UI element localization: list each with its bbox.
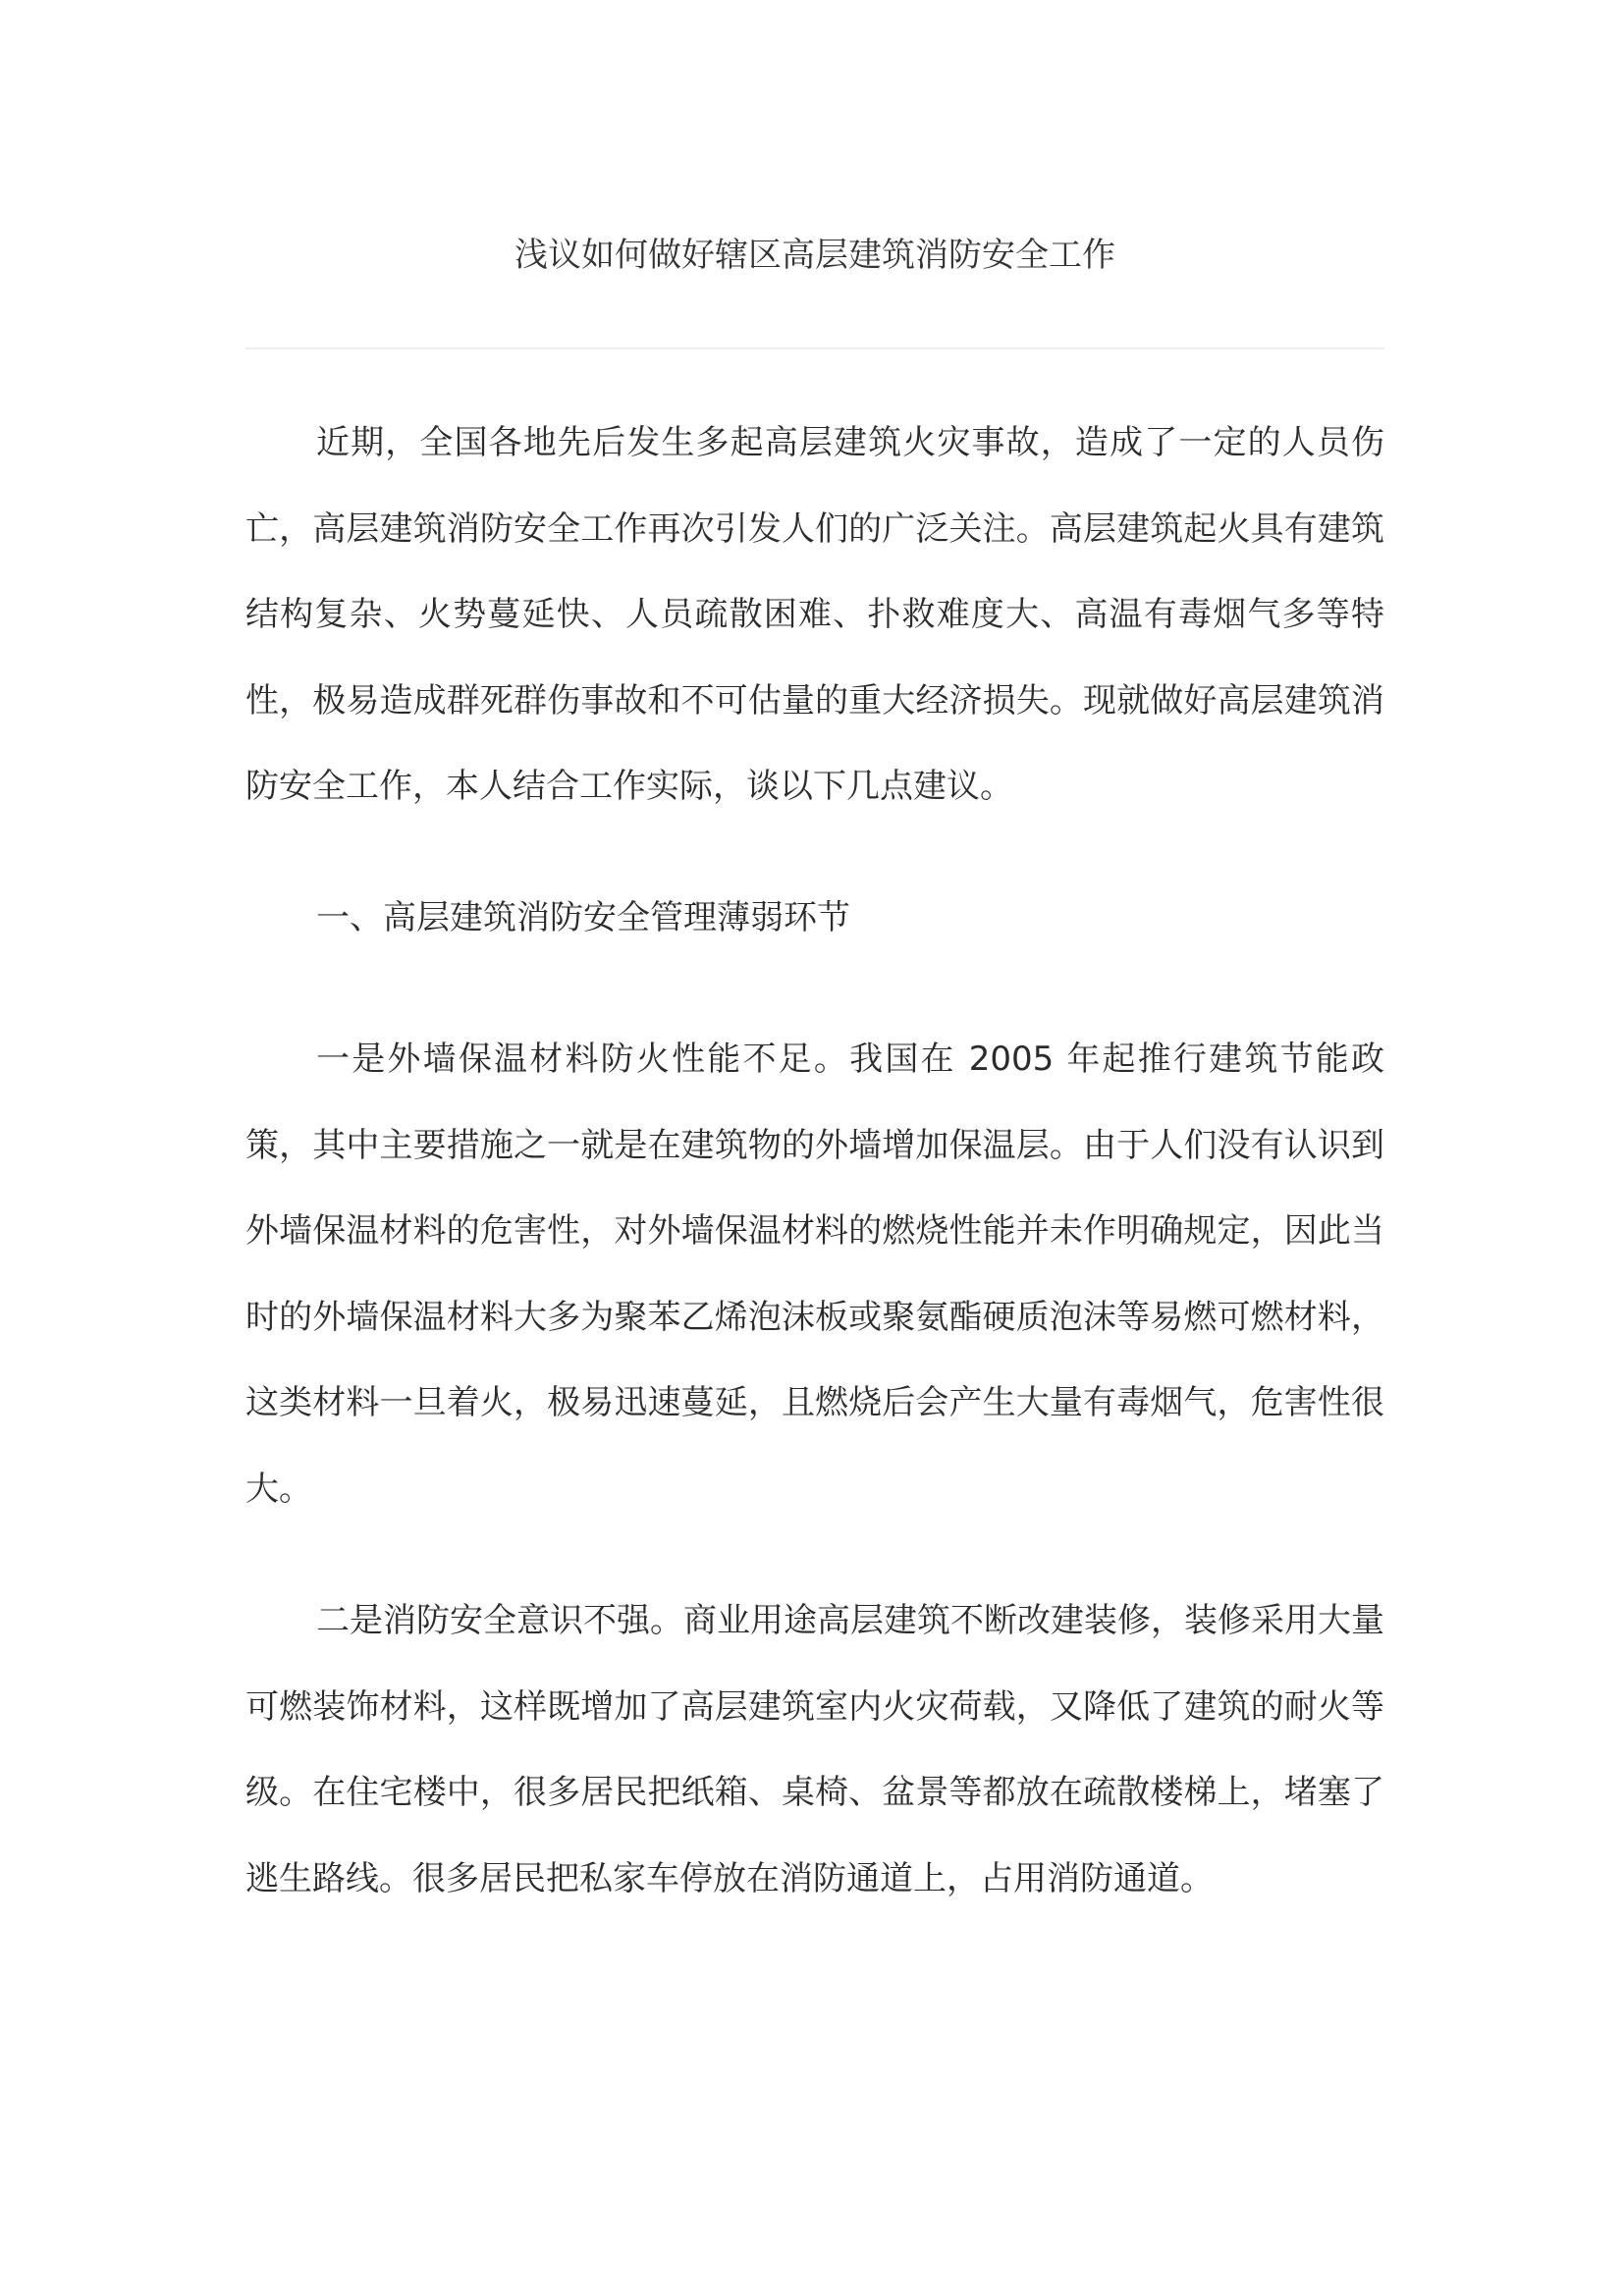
point-two-paragraph: 二是消防安全意识不强。商业用途高层建筑不断改建装修，装修采用大量可燃装饰材料，这样既增加了高层建筑室内火灾荷载，又降低了建筑的耐火等级。在住宅楼中，很多居民把纸箱、桌椅、盆景等都放在疏散楼梯上，堵塞了逃生路线。很多居民把私家车停放在消防通道上，占用消防通道。	[245, 1601, 1384, 1898]
intro-paragraph: 近期，全国各地先后发生多起高层建筑火灾事故，造成了一定的人员伤亡，高层建筑消防安全工作再次引发人们的广泛关注。高层建筑起火具有建筑结构复杂、火势蔓延快、人员疏散困难、扑救难度大、高温有毒烟气多等特性，极易造成群死群伤事故和不可估量的重大经济损失。现就做好高层建筑消防安全工作，本人结合工作实际，谈以下几点建议。	[245, 423, 1384, 806]
point-one-paragraph: 一是外墙保温材料防火性能不足。我国在 2005 年起推行建筑节能政策，其中主要措施之一就是在建筑物的外墙增加保温层。由于人们没有认识到外墙保温材料的危害性，对外墙保温材料的燃烧性能并未作明确规定，因此当时的外墙保温材料大多为聚苯乙烯泡沫板或聚氨酯硬质泡沫等易燃可燃材料，这类材料一旦着火，极易迅速蔓延，且燃烧后会产生大量有毒烟气，危害性很大。	[245, 1040, 1384, 1509]
section-heading: 一、高层建筑消防安全管理薄弱环节	[316, 898, 850, 937]
document-title: 浅议如何做好辖区高层建筑消防安全工作	[514, 236, 1115, 275]
title-divider	[245, 347, 1384, 349]
